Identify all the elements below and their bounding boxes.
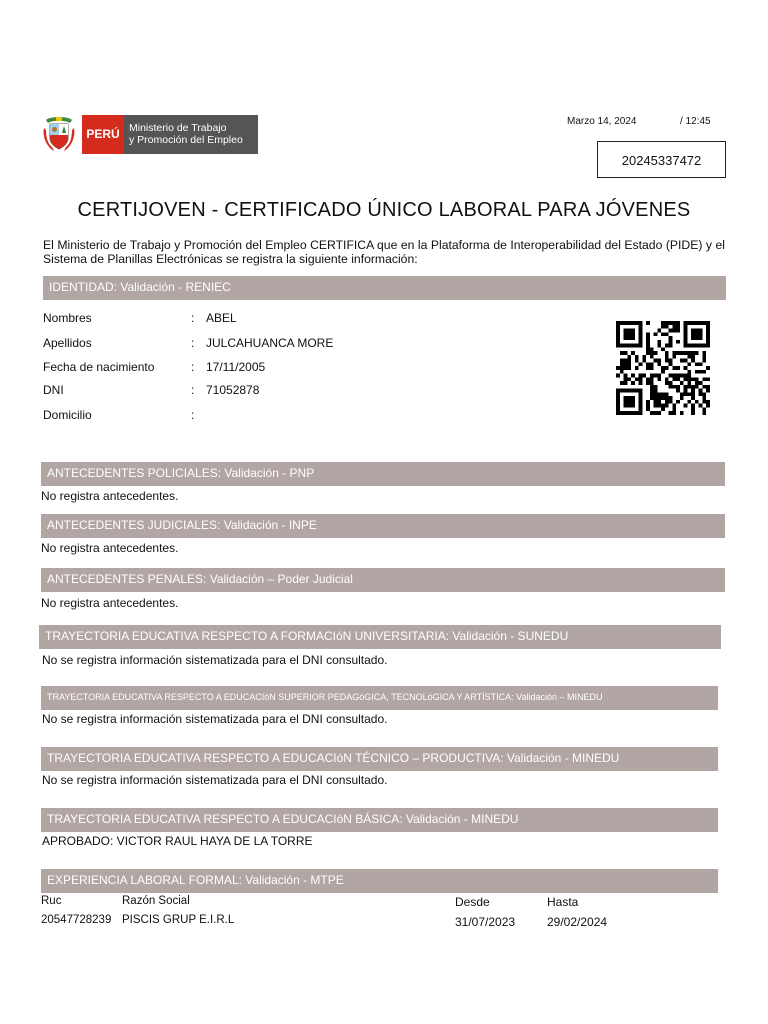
section-header-policiales: ANTECEDENTES POLICIALES: Validación - PNP — [41, 462, 725, 486]
logo-ministry-line1: Ministerio de Trabajo — [129, 122, 227, 134]
section-header-penales: ANTECEDENTES PENALES: Validación – Poder Judicial — [41, 568, 725, 592]
certificate-code: 20245337472 — [597, 141, 726, 178]
colon: : — [191, 408, 195, 422]
issue-date: Marzo 14, 2024 — [567, 116, 637, 127]
logo-country: PERÚ — [82, 115, 124, 154]
qr-code-icon — [614, 321, 712, 415]
label-dni: DNI — [43, 383, 64, 397]
table-header-desde: Desde — [455, 895, 490, 909]
label-domicilio: Domicilio — [43, 408, 92, 422]
section-text-penales: No registra antecedentes. — [41, 596, 179, 610]
table-cell-razon-social: PISCIS GRUP E.I.R.L — [122, 914, 235, 926]
colon: : — [191, 336, 195, 350]
logo-ministry-line2: y Promoción del Empleo — [129, 134, 243, 146]
value-apellidos: JULCAHUANCA MORE — [206, 336, 334, 350]
section-header-universitaria: TRAYECTORIA EDUCATIVA RESPECTO A FORMACIóN UNIVERSITARIA: Validación - SUNEDU — [39, 625, 721, 649]
label-fecha-nacimiento: Fecha de nacimiento — [43, 360, 155, 374]
section-header-tecnico: TRAYECTORIA EDUCATIVA RESPECTO A EDUCACIóN TÉCNICO – PRODUCTIVA: Validación - MINEDU — [41, 747, 718, 771]
section-header-superior: TRAYECTORIA EDUCATIVA RESPECTO A EDUCACIóN SUPERIOR PEDAGóGICA, TECNOLóGICA Y ARTÍSTICA: Validación – MINEDU — [41, 686, 718, 710]
colon: : — [191, 383, 195, 397]
page-title: CERTIJOVEN - CERTIFICADO ÚNICO LABORAL PARA JÓVENES — [77, 199, 691, 221]
section-text-judiciales: No registra antecedentes. — [41, 541, 179, 555]
colon: : — [191, 360, 195, 374]
section-text-universitaria: No se registra información sistematizada para el DNI consultado. — [42, 653, 388, 667]
section-header-basica: TRAYECTORIA EDUCATIVA RESPECTO A EDUCACIóN BÁSICA: Validación - MINEDU — [41, 808, 718, 832]
section-header-experiencia: EXPERIENCIA LABORAL FORMAL: Validación - MTPE — [41, 869, 718, 893]
ministry-logo — [40, 114, 258, 154]
peru-coat-of-arms-icon — [40, 114, 78, 154]
section-text-policiales: No registra antecedentes. — [41, 489, 179, 503]
table-header-razon-social: Razón Social — [122, 895, 190, 907]
section-header-judiciales: ANTECEDENTES JUDICIALES: Validación - INPE — [41, 514, 725, 538]
logo-ministry-name — [124, 115, 258, 154]
table-header-hasta: Hasta — [547, 895, 579, 909]
section-text-superior: No se registra información sistematizada para el DNI consultado. — [42, 712, 388, 726]
label-nombres: Nombres — [43, 311, 92, 325]
table-cell-ruc: 20547728239 — [41, 914, 112, 926]
value-dni: 71052878 — [206, 383, 260, 397]
section-text-tecnico: No se registra información sistematizada para el DNI consultado. — [42, 773, 388, 787]
section-text-basica: APROBADO: VICTOR RAUL HAYA DE LA TORRE — [42, 834, 313, 848]
issue-time: / 12:45 — [680, 116, 711, 127]
intro-text: El Ministerio de Trabajo y Promoción del Empleo CERTIFICA que en la Plataforma de Interoperabilidad del Estado (PIDE) y el Sistema de Planillas Electrónicas se registra la siguiente información: — [43, 238, 725, 266]
value-fecha-nacimiento: 17/11/2005 — [206, 360, 266, 374]
section-header-identity: IDENTIDAD: Validación - RENIEC — [43, 276, 726, 300]
value-nombres: ABEL — [206, 311, 237, 325]
table-cell-desde: 31/07/2023 — [455, 915, 516, 929]
colon: : — [191, 311, 195, 325]
table-cell-hasta: 29/02/2024 — [547, 915, 608, 929]
table-header-ruc: Ruc — [41, 895, 62, 907]
label-apellidos: Apellidos — [43, 336, 92, 350]
